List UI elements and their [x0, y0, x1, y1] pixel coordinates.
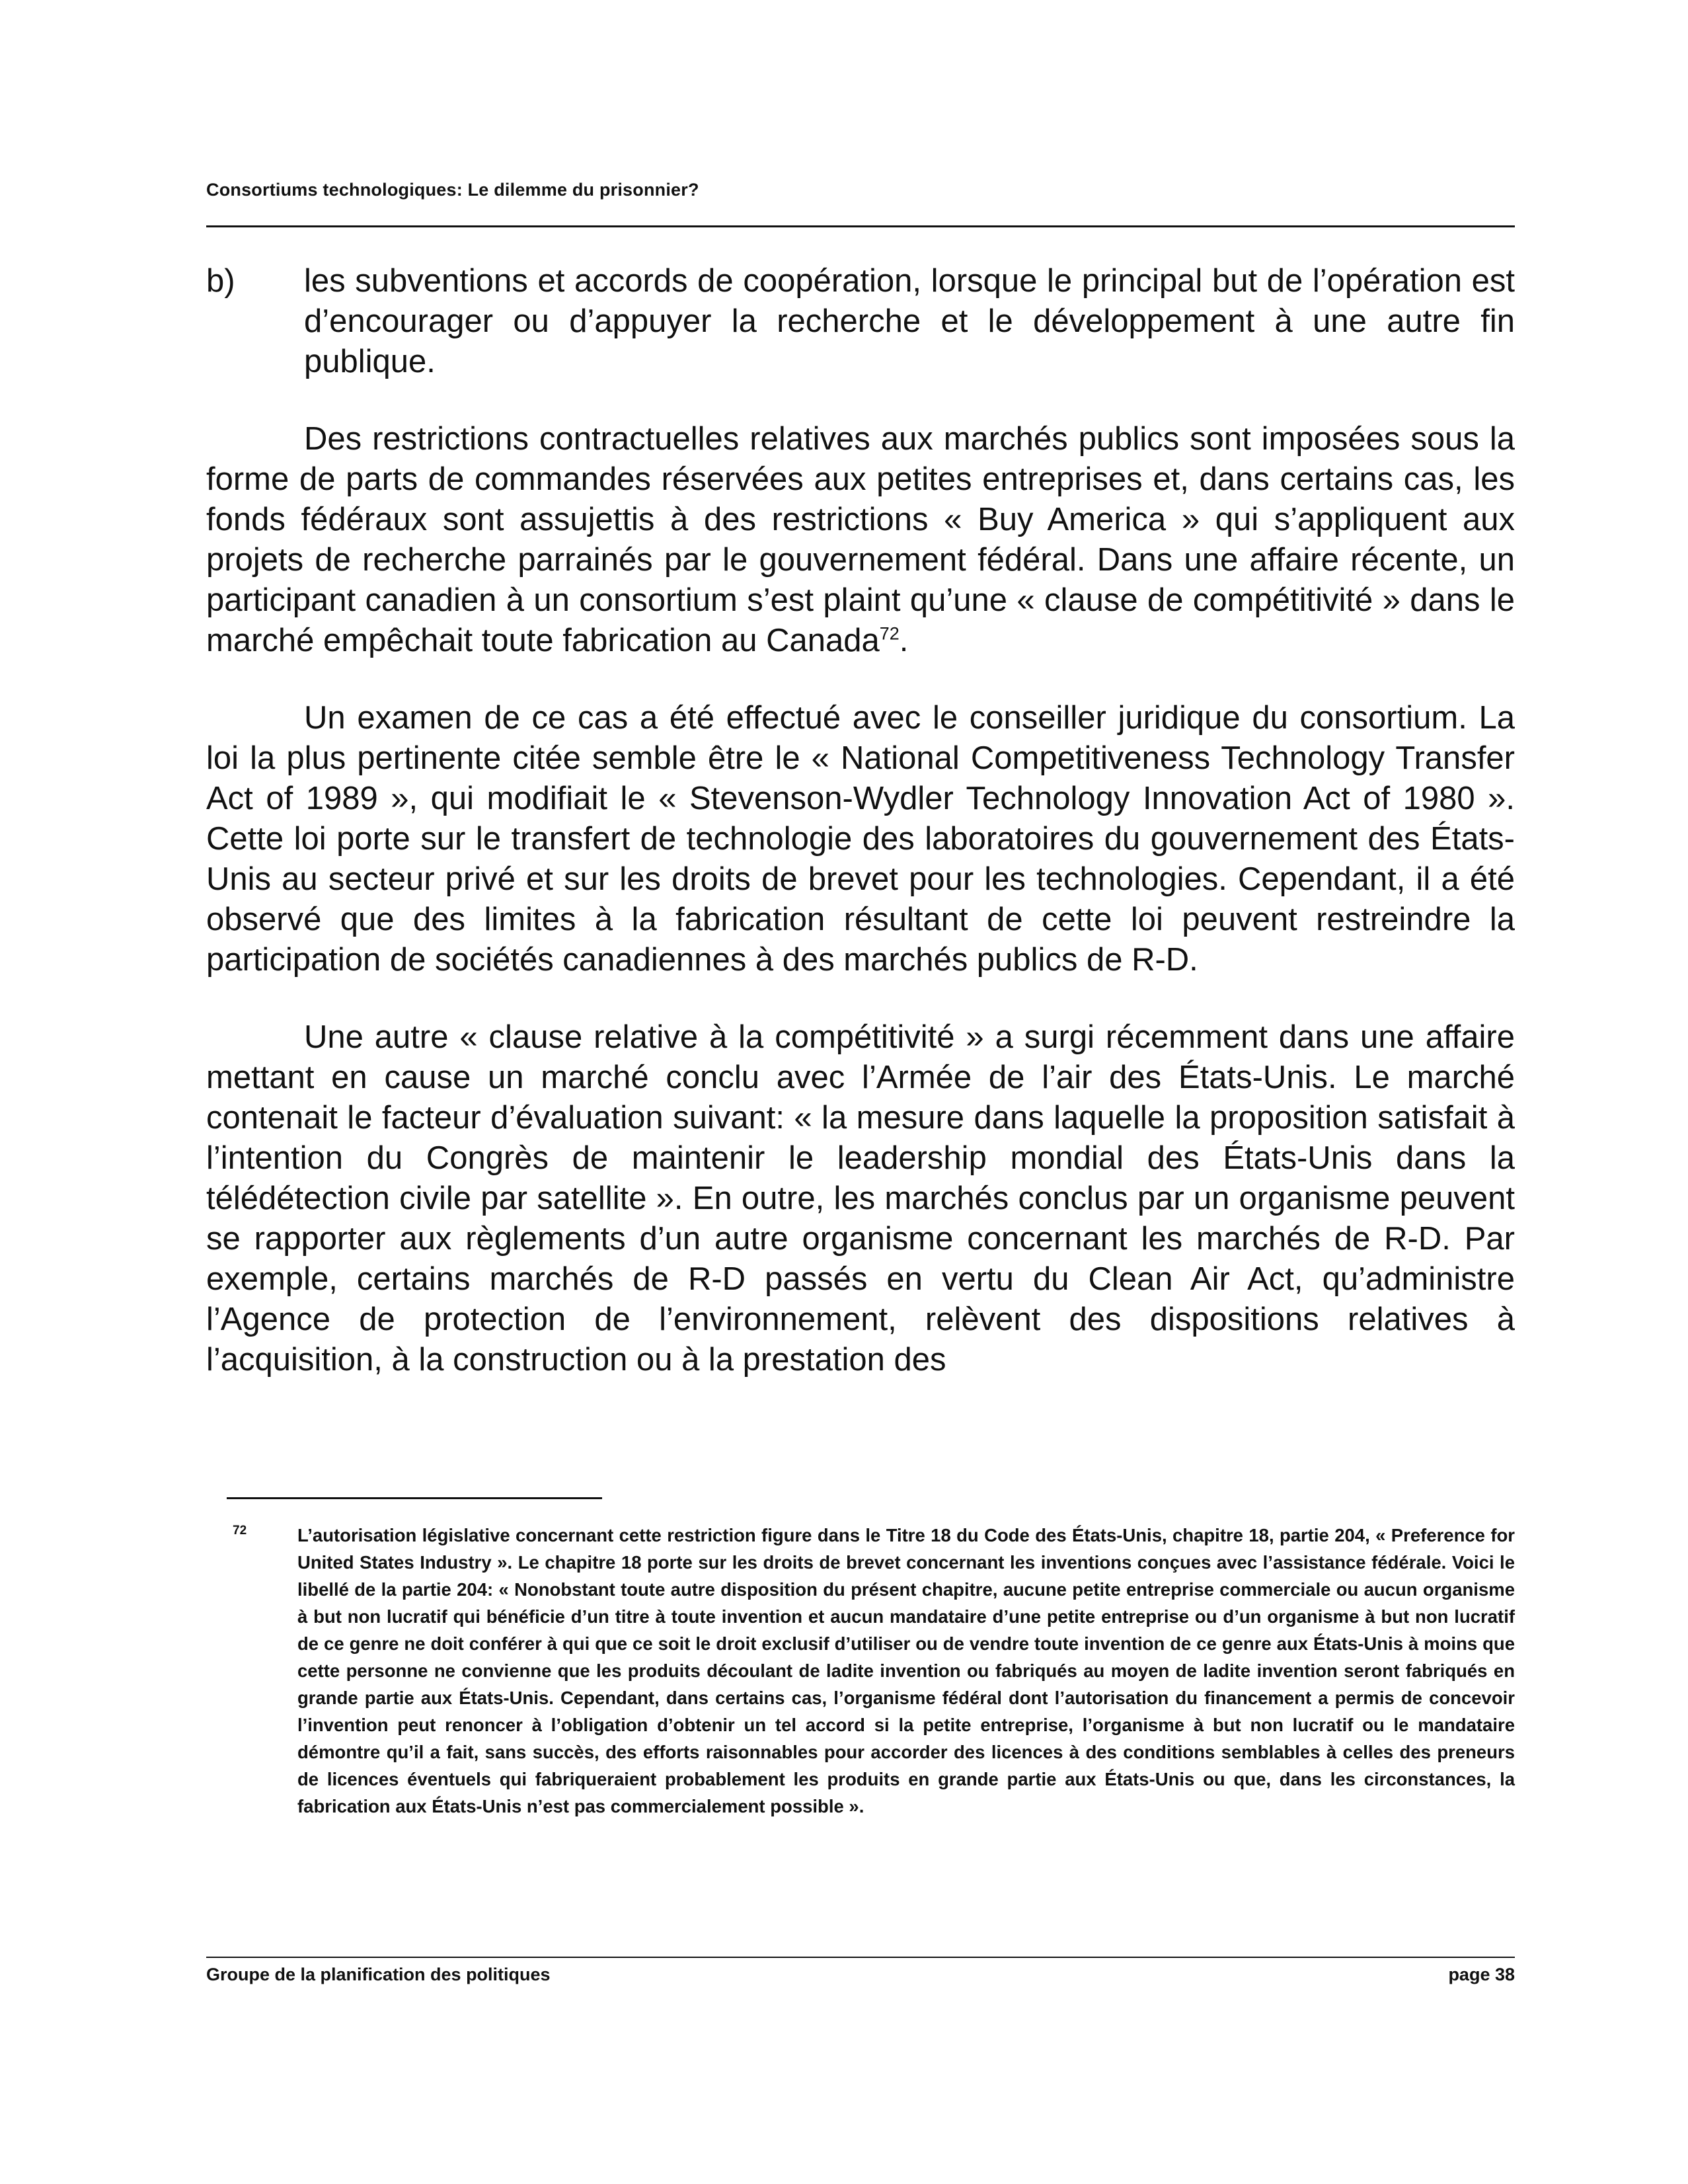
footer-organization: Groupe de la planification des politiques — [206, 1965, 551, 1984]
footer-rule — [206, 1957, 1515, 1958]
page-number: page 38 — [1448, 1965, 1515, 1984]
list-marker: b) — [206, 263, 235, 299]
paragraph-3: Une autre « clause relative à la compétitivité » a surgi récemment dans une affaire mettant en cause un marché conclu avec l’Armée de l’air des États-Unis. Le marché contenait le facteur d’évaluation suivant: « la mesure dans laquelle la proposition satisfait à l’intention du Congrès de maintenir le leadership mondial des États-Unis dans la télédétection civile par satellite ». En outre, les marchés conclus par un organisme peuvent se rapporter aux règlements d’un autre organisme concernant les marchés de R-D. Par exemple, certains marchés de R-D passés en vertu du Clean Air Act, qu’administre l’Agence de protection de l’environnement, relèvent des dispositions relatives à l’acquisition, à la construction ou à la prestation des — [206, 1019, 1515, 1378]
paragraph-1-text: Des restrictions contractuelles relatives aux marchés publics sont imposées sous la forme de parts de commandes réservées aux petites entreprises et, dans certains cas, les fonds fédéraux sont assujettis à des restrictions « Buy America » qui s’appliquent aux projets de recherche parrainés par le gouvernement fédéral. Dans une affaire récente, un participant canadien à un consortium s’est plaint qu’une « clause de compétitivité » dans le marché empêchait toute fabrication au Canada — [206, 421, 1515, 658]
body-text — [206, 261, 1515, 1380]
footnote-reference: 72 — [879, 623, 900, 644]
paragraph-1 — [206, 419, 1515, 661]
paragraph-2: Un examen de ce cas a été effectué avec le conseiller juridique du consortium. La loi la plus pertinente citée semble être le « National Competitiveness Technology Transfer Act of 1989 », qui modifiait le « Stevenson-Wydler Technology Innovation Act of 1980 ». Cette loi porte sur le transfert de technologie des laboratoires du gouvernement des États-Unis au secteur privé et sur les droits de brevet pour les technologies. Cependant, il a été observé que des limites à la fabrication résultant de cette loi peuvent restreindre la participation de sociétés canadiennes à des marchés publics de R-D. — [206, 700, 1515, 978]
paragraph-1-tail: . — [899, 623, 909, 658]
footnote-72 — [233, 1522, 1515, 1820]
footnote-rule — [227, 1497, 602, 1499]
list-item-text: les subventions et accords de coopération, lorsque le principal but de l’opération est d’encourager ou d’appuyer la recherche et le développement à une autre fin publique. — [304, 263, 1515, 379]
running-header: Consortiums technologiques: Le dilemme du prisonnier? — [206, 180, 699, 200]
footnote-number: 72 — [233, 1524, 247, 1538]
footnote-text: L’autorisation législative concernant cette restriction figure dans le Titre 18 du Code des États-Unis, chapitre 18, partie 204, « Preference for United States Industry ». Le chapitre 18 porte sur les droits de brevet concernant les inventions conçues avec l’assistance fédérale. Voici le libellé de la partie 204: « Nonobstant toute autre disposition du présent chapitre, aucune petite entreprise commerciale ou aucun organisme à but non lucratif qui bénéficie d’un titre à toute invention et aucun mandataire d’une petite entreprise ou d’un organisme à but non lucratif de ce genre ne doit conférer à qui que ce soit le droit exclusif d’utiliser ou de vendre toute invention de ce genre aux États-Unis à moins que cette personne ne convienne que les produits découlant de ladite invention ou fabriqués au moyen de ladite invention seront fabriqués en grande partie aux États-Unis. Cependant, dans certains cas, l’organisme fédéral dont l’autorisation du financement a permis de concevoir l’invention peut renoncer à l’obligation d’obtenir un tel accord si la petite entreprise, l’organisme à but non lucratif ou le mandataire démontre qu’il a fait, sans succès, des efforts raisonnables pour accorder des licences à des conditions semblables à celles des preneurs de licences éventuels qui fabriqueraient probablement les produits en grande partie aux États-Unis ou que, dans les circonstances, la fabrication aux États-Unis n’est pas commercialement possible ». — [297, 1525, 1515, 1816]
header-rule — [206, 225, 1515, 227]
list-item-b — [206, 261, 1515, 382]
